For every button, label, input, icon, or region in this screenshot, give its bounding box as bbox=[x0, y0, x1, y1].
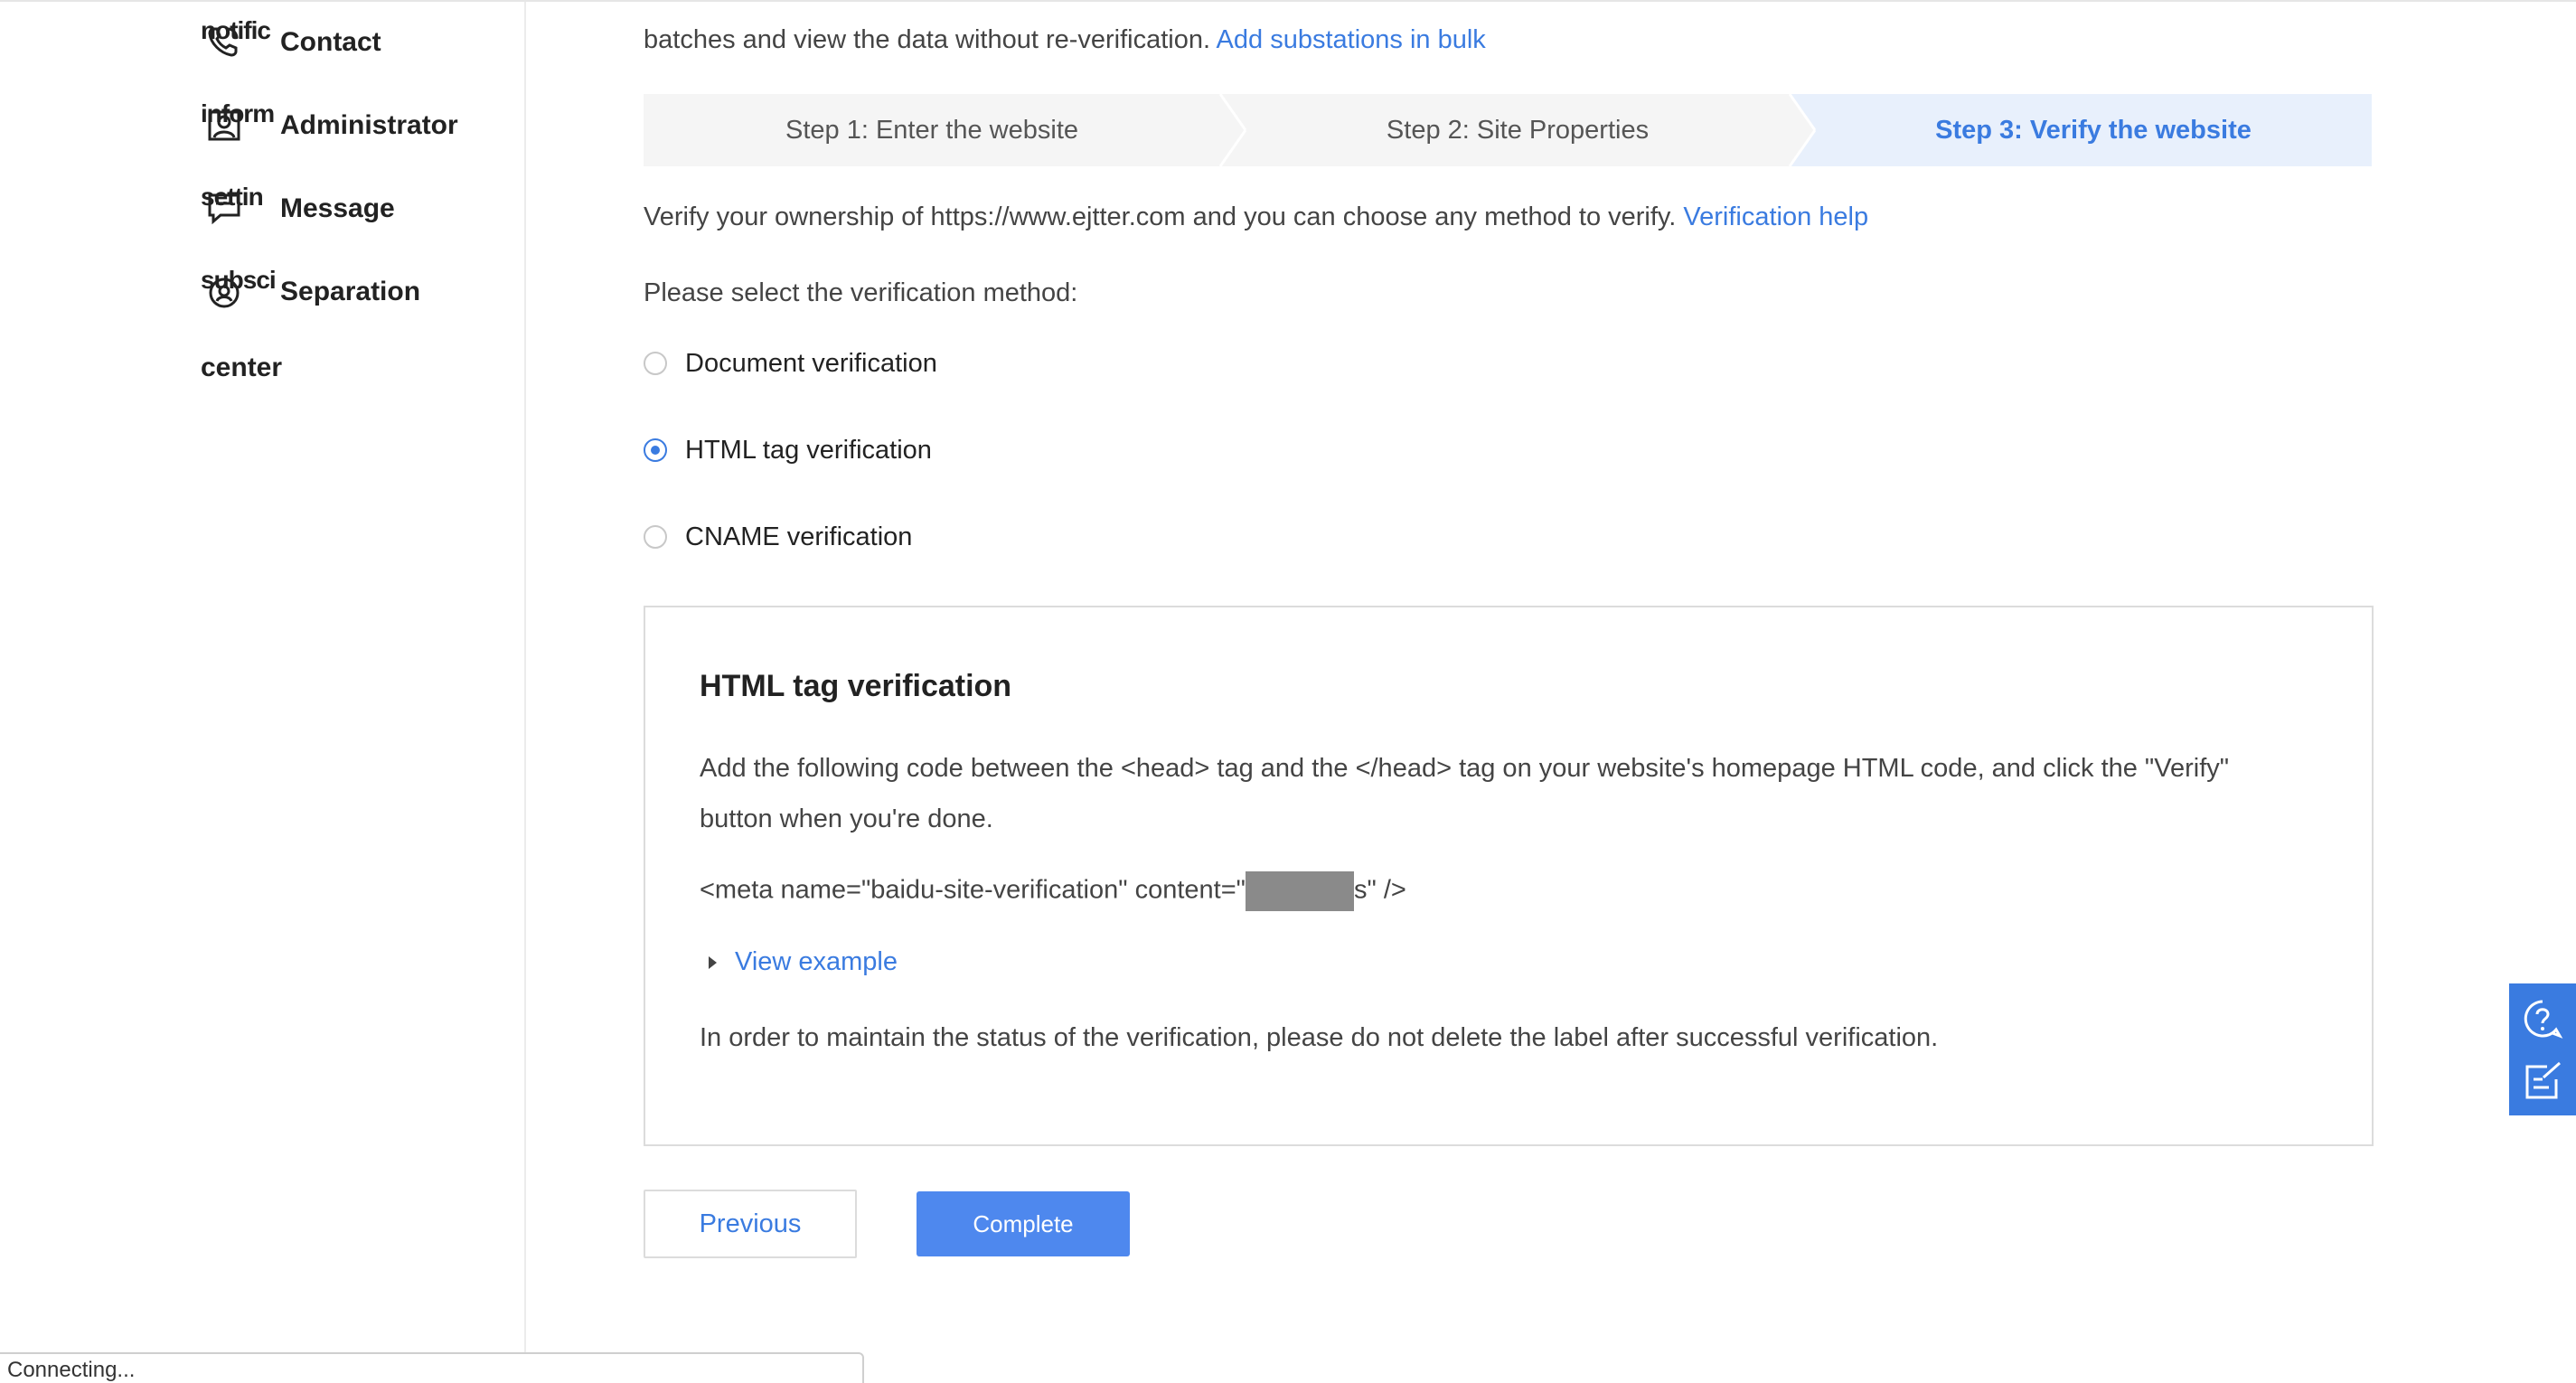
sidebar-item-label: Message bbox=[280, 193, 395, 223]
message-icon bbox=[206, 190, 242, 226]
view-example-toggle[interactable] bbox=[700, 947, 898, 977]
radio-button[interactable] bbox=[644, 352, 667, 375]
caret-right-icon bbox=[709, 956, 717, 969]
floating-toolbar bbox=[2509, 983, 2576, 1115]
radio-label: HTML tag verification bbox=[685, 435, 932, 465]
add-substations-link[interactable]: Add substations in bulk bbox=[1216, 25, 1486, 54]
redacted-token bbox=[1246, 871, 1354, 911]
sidebar-ghost-text: settin bbox=[201, 183, 263, 211]
subscribe-icon bbox=[206, 273, 242, 309]
sidebar-item-message[interactable] bbox=[201, 183, 508, 242]
code-suffix: s" /> bbox=[1353, 875, 1406, 905]
verify-ownership-text bbox=[644, 202, 1868, 232]
step-3-active: Step 3: Verify the website bbox=[1935, 115, 2252, 145]
verification-code bbox=[700, 871, 1406, 911]
sidebar-ghost-text: subsci bbox=[201, 266, 276, 294]
sidebar-ghost-text: inform bbox=[201, 99, 275, 127]
sidebar-ghost-text: notific bbox=[201, 16, 270, 44]
user-icon bbox=[206, 107, 242, 143]
sidebar-item-contact[interactable] bbox=[201, 16, 508, 76]
view-example-link[interactable]: View example bbox=[735, 947, 898, 976]
panel-description: Add the following code between the <head> tag and the </head> tag on your website's homepage HTML code, and click the "Verify" button when you're done. bbox=[700, 754, 2230, 833]
step-2: Step 2: Site Properties bbox=[1386, 115, 1650, 145]
step-progress bbox=[644, 94, 2372, 166]
radio-label: CNAME verification bbox=[685, 522, 913, 551]
sidebar bbox=[0, 2, 526, 1383]
radio-button[interactable] bbox=[644, 525, 667, 549]
radio-html-tag-verification[interactable] bbox=[644, 432, 932, 468]
previous-button[interactable]: Previous bbox=[644, 1190, 857, 1258]
sidebar-item-separation[interactable] bbox=[201, 266, 508, 325]
complete-button[interactable]: Complete bbox=[917, 1191, 1130, 1256]
radio-cname-verification[interactable] bbox=[644, 519, 912, 555]
intro-message: batches and view the data without re-verification. bbox=[644, 25, 1211, 54]
step-1: Step 1: Enter the website bbox=[785, 115, 1079, 145]
panel-title: HTML tag verification bbox=[700, 669, 1012, 703]
method-prompt: Please select the verification method: bbox=[644, 278, 1078, 307]
panel-note: In order to maintain the status of the verification, please do not delete the label after successful verification. bbox=[700, 1023, 1939, 1052]
sidebar-item-label: Separation bbox=[280, 277, 421, 306]
browser-status-bar: Connecting... bbox=[0, 1352, 864, 1383]
help-question-icon[interactable] bbox=[2520, 996, 2565, 1041]
radio-document-verification[interactable] bbox=[644, 345, 937, 381]
verify-message: Verify your ownership of https://www.ejtter.com and you can choose any method to verify. bbox=[644, 202, 1677, 231]
sidebar-item-label: Administrator bbox=[280, 110, 458, 140]
verification-help-link[interactable]: Verification help bbox=[1683, 202, 1869, 231]
intro-text bbox=[644, 25, 1486, 55]
html-tag-verification-panel bbox=[644, 606, 2374, 1146]
feedback-edit-icon[interactable] bbox=[2520, 1059, 2565, 1105]
radio-label: Document verification bbox=[685, 348, 937, 378]
phone-icon bbox=[206, 24, 242, 60]
radio-button-checked[interactable] bbox=[644, 438, 667, 462]
code-prefix: <meta name="baidu-site-verification" content=" bbox=[700, 875, 1246, 905]
sidebar-item-administrator[interactable] bbox=[201, 99, 508, 159]
sidebar-item-label: Contact bbox=[280, 27, 381, 57]
sidebar-center-label: center bbox=[201, 353, 283, 382]
